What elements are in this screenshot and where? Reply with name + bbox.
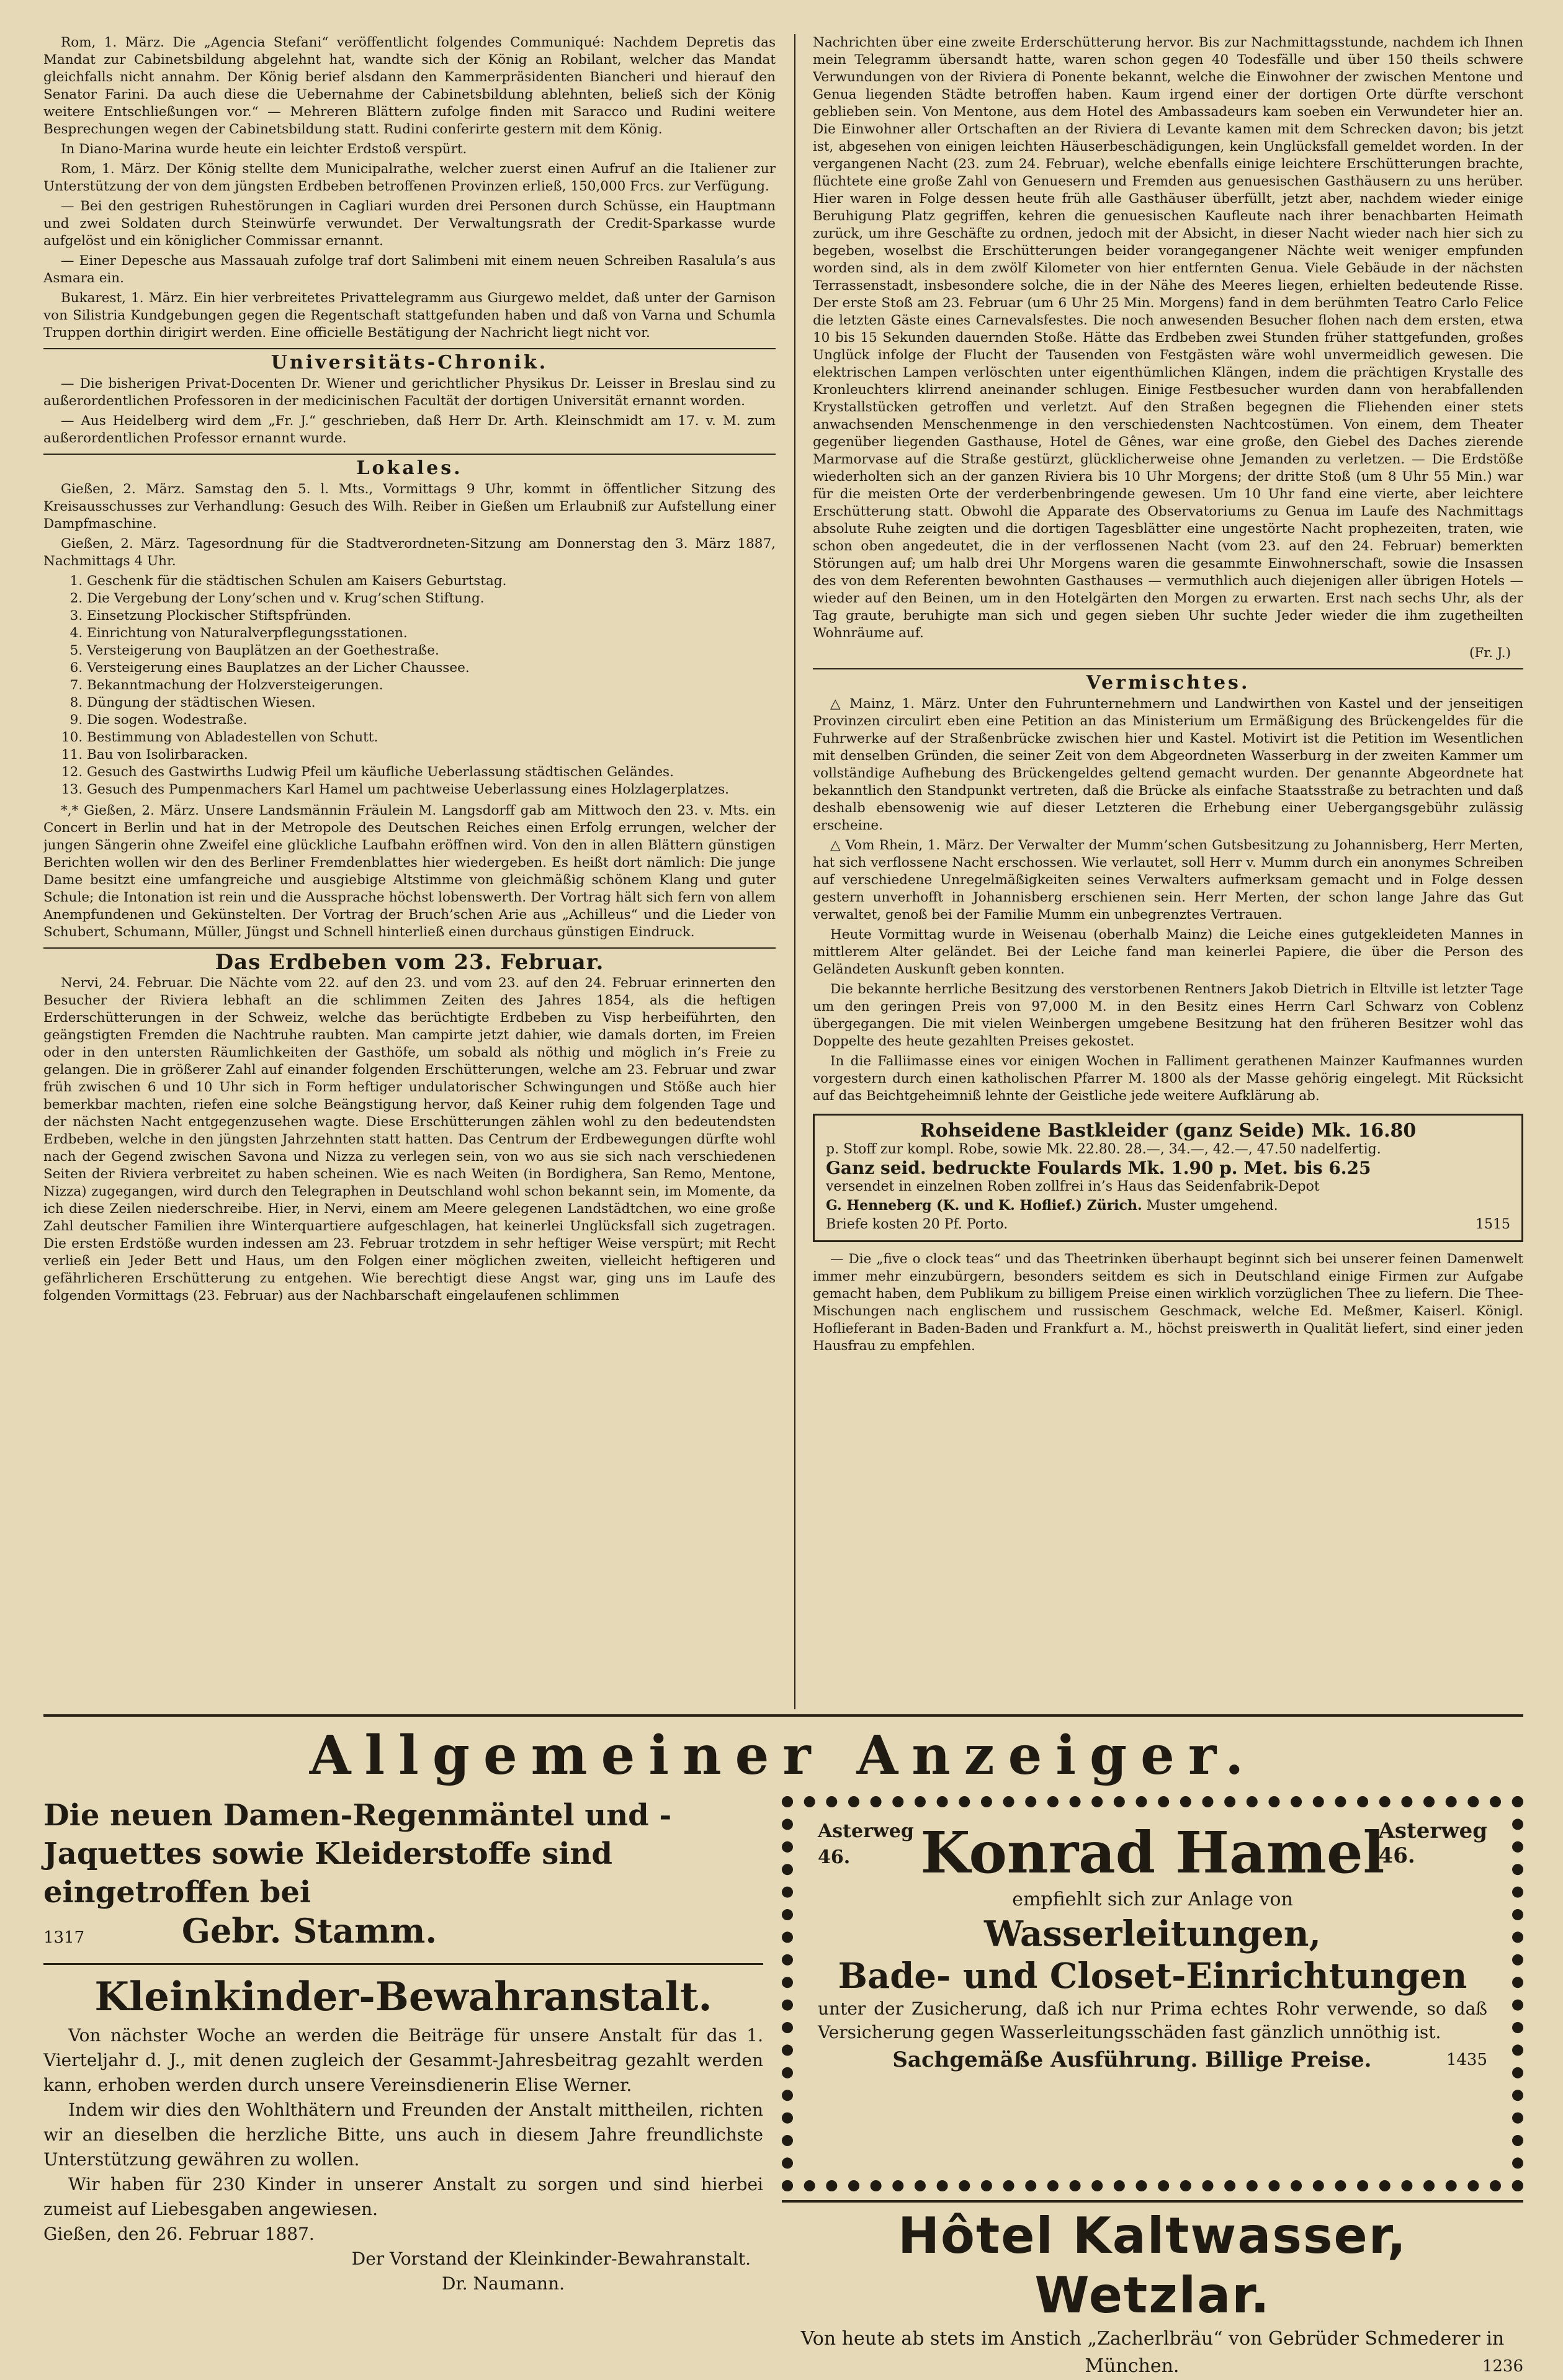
- hamel-service-2: Bade- und Closet-Einrichtungen: [838, 1956, 1467, 1997]
- news-lokal-2: Gießen, 2. März. Tagesordnung für die Stadtverordneten-Sitzung am Donnerstag den 3. März 1887, Nachmittags 4 Uhr.: [43, 536, 776, 569]
- silk-advertisement: [813, 1114, 1523, 1242]
- news-lokal-1: Gießen, 2. März. Samstag den 5. l. Mts., Vormittags 9 Uhr, kommt in öffentlicher Sitzung des Kreisausschusses zur Verhandlung: Gesuch des Wilh. Reiber in Gießen um Erlaubniß zur Aufstellung einer Dampfmaschine.: [43, 481, 776, 532]
- news-falliment: In die Falliimasse eines vor einigen Wochen in Falliment gerathenen Mainzer Kaufmannes wurden vorgestern durch einen katholischen Pfarrer M. 1800 als der Masse gehörig eingelegt. Mit Rücksicht auf das Beichtgeheimniß lehnte der Geistliche jede weitere Aufklärung ab.: [813, 1054, 1523, 1104]
- ad-number: 1515: [1476, 1217, 1510, 1232]
- agenda-item: 11. Bau von Isolirbaracken.: [87, 746, 776, 764]
- hotel-name: Hôtel Kaltwasser, Wetzlar.: [898, 2207, 1407, 2324]
- news-eltville: Die bekannte herrliche Besitzung des verstorbenen Rentners Jakob Dietrich in Eltville ist letzter Tage um den geringen Preis von 97,000 M. in den Besitz eines Herrn Carl Schwarz von Coblenz übergegangen. Die mit vielen Weinbergen umgebene Besitzung hat den früheren Besitzer wohl das Doppelte des heute gezahlten Preises gekostet.: [813, 982, 1523, 1049]
- silk-ad-firm: G. Henneberg (K. und K. Hoflief.) Zürich.: [826, 1197, 1142, 1214]
- silk-ad-prices: p. Stoff zur kompl. Robe, sowie Mk. 22.80. 28.—, 34.—, 42.—, 47.50 nadelfertig.: [826, 1142, 1381, 1157]
- kleinkinder-p3: Wir haben für 230 Kinder in unserer Anstalt zu sorgen und sind hierbei zumeist auf Liebesgaben angewiesen.: [43, 2174, 763, 2219]
- source-signature: (Fr. J.): [1469, 645, 1511, 661]
- agenda-list: [43, 573, 776, 799]
- address-text: Asterweg 46.: [1378, 1819, 1487, 1868]
- agenda-item: 4. Einrichtung von Naturalverpflegungsstationen.: [87, 625, 776, 642]
- news-mainz: △ Mainz, 1. März. Unter den Fuhrunternehmern und Landwirthen von Kastel und der jenseitigen Provinzen circulirt eben eine Petition an das Ministerium um Ermäßigung des Brückengeldes für die Fuhrwerke auf der Straßenbrücke zwischen hier und Kastel. Motivirt ist die Petition im Wesentlichen mit denselben Gründen, die seiner Zeit von dem Abgeordneten Wasserburg in der zweiten Kammer um vollständige Aufhebung des Brückengeldes geltend gemacht wurden. Der genannte Abgeordnete hat bekanntlich den Standpunkt vertreten, daß die Brücke als einfache Staatsstraße zu betrachten und daß deshalb ebensowenig wie auf dieser Letzteren die Erhebung einer Uebergangsgebühr zulässig erscheine.: [813, 696, 1523, 833]
- anzeiger-divider: [43, 1714, 1523, 1717]
- hamel-address-right: [1379, 1819, 1487, 1868]
- news-tea: — Die „five o clock teas“ und das Theetrinken überhaupt beginnt sich bei unserer feinen Damenwelt immer mehr einzubürgern, besonders seitdem es sich in Deutschland einige Firmen zur Aufgabe gemacht haben, dem Publikum zu billigem Preise einen wirklich vorzüglichen Thee zu liefern. Die Thee-Mischungen nach englischem und russischem Geschmack, welche Ed. Meßmer, Kaiserl. Königl. Hoflieferant in Baden-Baden und Frankfurt a. M., höchst preiswerth in Qualität liefert, sind einer jeden Hausfrau zu empfehlen.: [813, 1251, 1523, 1354]
- news-erdbeben-cont: Nachrichten über eine zweite Erderschütterung hervor. Bis zur Nachmittagsstunde, nachdem ich Ihnen mein Telegramm übersandt hatte, waren schon gegen 40 Todesfälle und über 150 theils schwere Verwundungen von der Riviera di Ponente bekannt, welche die Einwohner der zwischen Mentone und Genua liegenden Städte betroffen haben. Kaum irgend einer der dortigen Orte dürfte verschont geblieben sein. Von Mentone, aus dem Hotel des Ambassadeurs kam soeben ein Verwundeter hier an. Die Einwohner aller Ortschaften an der Riviera di Levante kamen mit dem Schrecken davon; bis jetzt ist, abgesehen von einigen leichten Häuserbeschädigungen, kein Unglücksfall gemeldet worden. In der vergangenen Nacht (23. zum 24. Februar), welche ebenfalls einige leichtere Erschütterungen brachte, flüchtete eine große Zahl von Genuesern und Fremden aus genuesischen Gasthäusern zu uns herüber. Hier waren in Folge dessen heute früh alle Gasthäuser überfüllt, jetzt aber, nachdem wieder einige Beruhigung Platz gegriffen, kehren die genuesischen Kaufleute nach ihrer benachbarten Heimath zurück, um ihre Geschäfte zu ordnen, jedoch mit der Absicht, in dieser Nacht wieder nach hier sich zu begeben, woselbst die Erschütterungen beider vorangegangener Nächte weit weniger empfunden worden sind, als in dem zwölf Kilometer von hier entfernten Genua. Viele Gebäude in der nächsten Terrassenstadt, insbesondere solche, die in der Nähe des Meeres liegen, erhielten bedeutende Risse. Der erste Stoß am 23. Februar (um 6 Uhr 25 Min. Morgens) fand in dem berühmten Teatro Carlo Felice die letzten Gäste eines Carnevalsfestes. Die noch anwesenden Besucher flohen nach dem ersten, etwa 10 bis 15 Sekunden dauernden Stoße. Hätte das Erdbeben zwei Stunden früher stattgefunden, großes Unglück infolge der Flucht der Tausenden von Festgästen wäre wohl unvermeidlich gewesen. Die elektrischen Lampen verlöschten unter eigenthümlichen Klängen, indem die prächtigen Krystalle des Kronleuchters klirrend aneinander schlugen. Einige Festbesucher wurden dann von herabfallenden Krystallstücken getroffen und verletzt. Auf den Straßen begegnen die Fliehenden einer stets anwachsenden Menschenmenge in den verschiedensten Nachtcostümen. Von einem, dem Theater gegenüber liegenden Gasthause, Hotel de Gênes, war eine große, den Giebel des Daches zierende Marmorvase auf die Straße gestürzt, glücklicherweise ohne Jemanden zu verletzen. — Die Erdstöße wiederholten sich an der ganzen Riviera bis 10 Uhr Morgens; der dritte Stoß (um 8 Uhr 55 Min.) war für die meisten Orte der verderbenbringende gewesen. Um 10 Uhr fand eine vierte, aber leichtere Erschütterung statt. Obwohl die Apparate des Observatoriums zu Genua im Laufe des Nachmittags absolute Ruhe zeigten und die dortigen Tagesblätter eine ungestörte Nacht prophezeiten, traten, wie schon oben angedeutet, die in der verflossenen Nacht (vom 23. auf den 24. Februar) bemerkten Störungen auf; um halb drei Uhr Morgens waren die gesammte Einwohnerschaft, sowie die Insassen des von dem Referenten bewohnten Gasthauses — vermuthlich auch diejenigen aller übrigen Hotels — wieder auf den Beinen, um in den Hotelgärten den Morgen zu erwarten. Erst nach sechs Uhr, als der Tag graute, beruhigte man sich und gegen sieben Uhr suchte Jeder wieder die ihm zugetheilten Wohnräume auf.: [813, 35, 1523, 641]
- stamm-ad-text: Die neuen Damen-Regenmäntel und -Jaquettes sowie Kleiderstoffe sind eingetroffen bei: [43, 1798, 672, 1910]
- hamel-intro: empfiehlt sich zur Anlage von: [1012, 1889, 1293, 1910]
- newspaper-page: [43, 34, 1523, 2377]
- ad-number: 1317: [43, 1928, 85, 1947]
- agenda-item: 8. Düngung der städtischen Wiesen.: [87, 694, 776, 712]
- news-weisenau: Heute Vormittag wurde in Weisenau (oberhalb Mainz) die Leiche eines gutgekleideten Mannes in mittlerem Alter geländet. Bei der Leiche fand man keinerlei Papiere, die über die Person des Geländeten Auskunft geben konnten.: [813, 927, 1523, 977]
- stamm-advertisement: [43, 1796, 763, 1957]
- silk-ad-shipping: versendet in einzelnen Roben zollfrei in’s Haus das Seidenfabrik-Depot: [826, 1179, 1320, 1194]
- hamel-advertisement: [782, 1796, 1523, 2191]
- silk-ad-headline: Rohseidene Bastkleider (ganz Seide) Mk. 16.80: [920, 1120, 1417, 1142]
- agenda-item: 3. Einsetzung Plockischer Stiftspfründen.: [87, 607, 776, 625]
- left-column: [43, 34, 776, 1709]
- hamel-slogan: Sachgemäße Ausführung. Billige Preise.: [892, 2047, 1372, 2072]
- agenda-item: 6. Versteigerung eines Bauplatzes an der Licher Chaussee.: [87, 660, 776, 677]
- hamel-address-left: [818, 1819, 914, 1871]
- news-erdbeben: Nervi, 24. Februar. Die Nächte vom 22. auf den 23. und vom 23. auf den 24. Februar erinnerten den Besucher der Riviera lebhaft an die schlimmen Zeiten des Jahres 1854, als die heftigen Erderschütterungen in der Schweiz, welche das berüchtigte Erdbeben zu Visp herbeiführten, den geängstigten Fremden die Nachtruhe raubten. Man campirte jetzt dahier, wie damals dorten, im Freien oder in den untersten Räumlichkeiten der Gasthöfe, um sobald als nöthig und möglich in’s Freie zu gelangen. Die in größerer Zahl auf einander folgenden Erschütterungen, welche am 23. Februar und zwar früh zwischen 6 und 10 Uhr sich in Form heftiger undulatorischer Schwingungen und Stöße auch hier bemerkbar machten, riefen eine solche Beängstigung hervor, daß Keiner ruhig dem folgenden Tage und der nächsten Nacht entgegenzusehen wagte. Diese Erschütterungen zählen wohl zu den bedeutendsten Erdbeben, welche in den jüngsten Jahrzehnten statt hatten. Das Centrum der Erdbewegungen dürfte wohl nach der Gegend zwischen Savona und Nizza zu verlegen sein, von wo aus sie sich nach verschiedenen Seiten der Riviera verbreitet zu haben scheinen. Wie es nach Weiten (in Bordighera, San Remo, Mentone, Nizza) zugegangen, wird durch den Telegraphen in Deutschland wohl schon bekannt sein, im Momente, da ich diese Zeilen niederschreibe. Hier, in Nervi, einem am Meere gelegenen Landstädtchen, wo eine große Zahl deutscher Familien ihre Winterquartiere aufgeschlagen, hat keinerlei Unglücksfall sich zugetragen. Die ersten Erdstöße wurden indessen am 23. Februar trotzdem in sehr heftiger Weise verspürt; mit Recht verließ ein Jeder Bett und Haus, um den Folgen einer möglichen zweiten, vielleicht heftigeren und gefährlicheren Erschütterung zu entgehen. Wie berechtigt diese Angst war, ging uns im Laufe des folgenden Vormittags (23. Februar) aus der Nachbarschaft eingelaufenen schlimmen: [43, 975, 776, 1304]
- kleinkinder-date: Gießen, den 26. Februar 1887.: [43, 2224, 315, 2244]
- agenda-item: 12. Gesuch des Gastwirths Ludwig Pfeil um käufliche Ueberlassung städtischen Geländes.: [87, 764, 776, 781]
- hamel-text: unter der Zusicherung, daß ich nur Prima echtes Rohr verwende, so daß Versicherung gegen Wasserleitungsschäden fast gänzlich unnöthig ist.: [818, 1998, 1487, 2042]
- kleinkinder-p1: Von nächster Woche an werden die Beiträge für unsere Anstalt für das 1. Vierteljahr d. J., mit denen zugleich der Gesammt-Jahresbeitrag gezahlt werden kann, erhoben werden durch unsere Vereinsdienerin Elise Werner.: [43, 2025, 763, 2095]
- news-uni-2: — Aus Heidelberg wird dem „Fr. J.“ geschrieben, daß Herr Dr. Arth. Kleinschmidt am 17. v. M. zum außerordentlichen Professor ernannt wurde.: [43, 413, 776, 446]
- hamel-name: Konrad Hamel: [920, 1819, 1385, 1886]
- kleinkinder-sign-name: Dr. Naumann.: [442, 2273, 565, 2294]
- news-cagliari: — Bei den gestrigen Ruhestörungen in Cagliari wurden drei Personen durch Schüsse, ein Hauptmann und zwei Soldaten durch Steinwürfe verwundet. Der Verwaltungsrath der Credit-Sparkasse wurde aufgelöst und ein königlicher Commissar ernannt.: [43, 199, 776, 249]
- kleinkinder-advertisement: [43, 1963, 763, 2296]
- hotel-divider: [782, 2200, 1523, 2203]
- address-text: Asterweg 46.: [818, 1820, 914, 1868]
- right-column: [813, 34, 1523, 1709]
- section-title-vermischtes: Vermischtes.: [813, 668, 1523, 692]
- anzeiger-right: [782, 1796, 1523, 2380]
- ad-number: 1435: [1446, 2051, 1487, 2069]
- news-vom-rhein: △ Vom Rhein, 1. März. Der Verwalter der Mumm’schen Gutsbesitzung zu Johannisberg, Herr Merten, hat sich verflossene Nacht erschossen. Wie verlautet, soll Herr v. Mumm durch ein anonymes Schreiben auf verschiedene Unregelmäßigkeiten seines Verwalters aufmerksam gemacht und in Folge dessen gestern unverhofft in Johannisberg erschienen sein. Herr Merten, der schon lange Jahre das Gut verwaltet, genoß bei der Familie Mumm ein unbegrenztes Vertrauen.: [813, 838, 1523, 923]
- section-title-universitaet: Universitäts-Chronik.: [43, 348, 776, 372]
- news-lokal-3: *,* Gießen, 2. März. Unsere Landsmännin Fräulein M. Langsdorff gab am Mittwoch den 23. v. Mts. ein Concert in Berlin und hat in der Metropole des Deutschen Reiches einen Erfolg errungen, welcher der jungen Sängerin ohne Zweifel eine glückliche Laufbahn eröffnen wird. Von den in allen Blättern günstigen Berichten wollen wir den des Berliner Fremdenblattes hier wiedergeben. Es heißt dort nämlich: Die junge Dame besitzt eine umfangreiche und ausgiebige Altstimme von gleichmäßig schönem Klang und guter Schule; die Intonation ist rein und die Aussprache höchst lobenswerth. Der Vortrag hält sich fern von allem Anempfundenen und Gekünstelten. Der Vortrag der Bruch’schen Arie aus „Achilleus“ und die Lieder von Schubert, Schumann, Müller, Jüngst und Schnell hinterließ einen durchaus günstigen Eindruck.: [43, 803, 776, 940]
- news-uni-1: — Die bisherigen Privat-Docenten Dr. Wiener und gerichtlicher Physikus Dr. Leisser in Breslau sind zu außerordentlichen Professoren in der medicinischen Facultät der dortigen Universität ernannt worden.: [43, 376, 776, 409]
- section-title-lokales: Lokales.: [43, 454, 776, 477]
- news-rom-2: Rom, 1. März. Der König stellte dem Municipalrathe, welcher zuerst einen Aufruf an die Italiener zur Unterstützung der von dem jüngsten Erdbeben betroffenen Provinzen erließ, 150,000 Frcs. zur Verfügung.: [43, 161, 776, 194]
- hotel-text: Von heute ab stets im Anstich „Zacherlbräu“ von Gebrüder Schmederer in München.: [800, 2328, 1505, 2377]
- agenda-item: 9. Die sogen. Wodestraße.: [87, 712, 776, 729]
- agenda-item: 13. Gesuch des Pumpenmachers Karl Hamel um pachtweise Ueberlassung eines Holzlagerplatzes.: [87, 781, 776, 799]
- stamm-ad-firm: Gebr. Stamm.: [181, 1911, 437, 1951]
- hamel-service-1: Wasserleitungen,: [984, 1913, 1321, 1954]
- news-massauah: — Einer Depesche aus Massauah zufolge traf dort Salimbeni mit einem neuen Schreiben Rasalula’s aus Asmara ein.: [43, 253, 776, 286]
- agenda-item: 1. Geschenk für die städtischen Schulen am Kaisers Geburtstag.: [87, 573, 776, 590]
- anzeiger-left: [43, 1796, 763, 2296]
- agenda-item: 5. Versteigerung von Bauplätzen an der Goethestraße.: [87, 642, 776, 660]
- kleinkinder-title: Kleinkinder-Bewahranstalt.: [43, 1963, 763, 2023]
- agenda-item: 2. Die Vergebung der Lony’schen und v. Krug’schen Stiftung.: [87, 590, 776, 607]
- news-bukarest: Bukarest, 1. März. Ein hier verbreitetes Privattelegramm aus Giurgewo meldet, daß unter der Garnison von Silistria Kundgebungen gegen die Regentschaft stattgefunden haben und daß von Varna und Schumla Truppen dorthin dirigirt werden. Eine officielle Bestätigung der Nachricht liegt nicht vor.: [43, 290, 776, 341]
- anzeiger-title: Allgemeiner Anzeiger.: [309, 1724, 1258, 1787]
- news-rom-1: Rom, 1. März. Die „Agencia Stefani“ veröffentlicht folgendes Communiqué: Nachdem Depretis das Mandat zur Cabinetsbildung abgelehnt hat, wandte sich der König an Robilant, welcher das Mandat gleichfalls nicht annahm. Der König berief alsdann den Kammerpräsidenten Biancheri und hierauf den Senator Farini. Da auch diese die Uebernahme der Cabinetsbildung ablehnten, beließ sich der König weitere Entschließungen vor.“ — Mehreren Blättern zufolge finden mit Saracco und Rudini weitere Besprechungen wegen der Cabinetsbildung statt. Rudini conferirte gestern mit dem König.: [43, 35, 776, 137]
- agenda-item: 10. Bestimmung von Abladestellen von Schutt.: [87, 729, 776, 746]
- agenda-item: 7. Bekanntmachung der Holzversteigerungen.: [87, 677, 776, 694]
- kleinkinder-p2: Indem wir dies den Wohlthätern und Freunden der Anstalt mittheilen, richten wir an dieselben die herzliche Bitte, uns auch in diesem Jahre freundlichste Unterstützung gewähren zu wollen.: [43, 2100, 763, 2170]
- column-divider: [794, 34, 795, 1709]
- hotel-subline: [782, 2325, 1523, 2380]
- news-diano: In Diano-Marina wurde heute ein leichter Erdstoß verspürt.: [61, 141, 467, 157]
- hamel-footer: [818, 2044, 1487, 2075]
- silk-ad-postage: Briefe kosten 20 Pf. Porto.: [826, 1217, 1008, 1232]
- silk-ad-samples: Muster umgehend.: [1146, 1198, 1278, 1214]
- kleinkinder-sign-board: Der Vorstand der Kleinkinder-Bewahranstalt.: [351, 2248, 751, 2269]
- silk-ad-foulards: Ganz seid. bedruckte Foulards Mk. 1.90 p. Met. bis 6.25: [826, 1158, 1371, 1178]
- ad-number: 1236: [1482, 2357, 1523, 2376]
- section-title-erdbeben: Das Erdbeben vom 23. Februar.: [43, 947, 776, 971]
